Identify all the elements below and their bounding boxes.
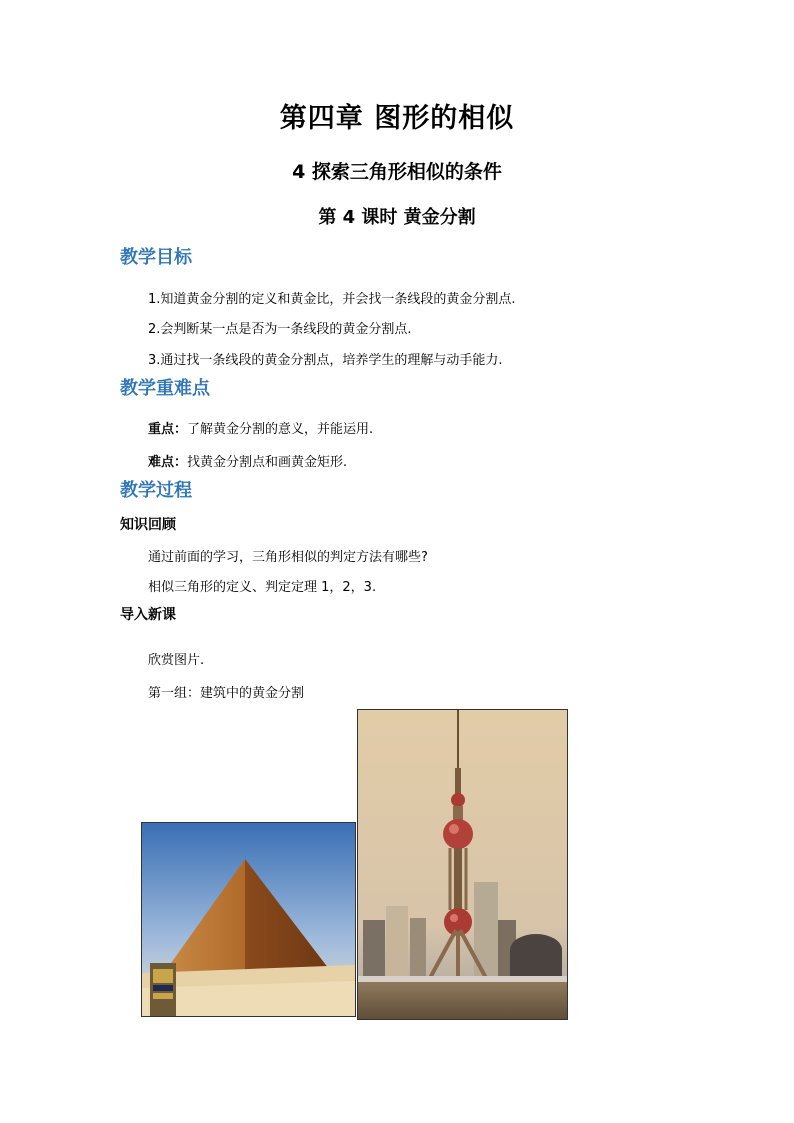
- key-points-heading: 教学重难点: [120, 378, 210, 399]
- objective-item-2: 2.会判断某一点是否为一条线段的黄金分割点.: [148, 322, 412, 337]
- key-point-label: 重点：: [148, 422, 188, 437]
- difficult-point-label: 难点：: [148, 455, 188, 470]
- objective-item-1: 1.知道黄金分割的定义和黄金比，并会找一条线段的黄金分割点.: [148, 292, 516, 307]
- tower-illustration: [358, 710, 567, 1019]
- chapter-title: 第四章 图形的相似: [279, 103, 515, 134]
- process-heading: 教学过程: [120, 480, 192, 501]
- difficult-point-text: 找黄金分割点和画黄金矩形.: [187, 455, 348, 470]
- review-line-2: 相似三角形的定义、判定定理 1，2，3.: [148, 580, 377, 595]
- review-line-1: 通过前面的学习，三角形相似的判定方法有哪些?: [148, 550, 428, 565]
- intro-line-2: 第一组：建筑中的黄金分割: [148, 686, 305, 701]
- key-point-line: [148, 418, 373, 437]
- intro-heading: 导入新课: [120, 607, 176, 623]
- lesson-title: 第 4 课时 黄金分割: [318, 207, 476, 228]
- objectives-heading: 教学目标: [120, 247, 192, 268]
- intro-line-1: 欣赏图片.: [148, 653, 205, 668]
- review-heading: 知识回顾: [120, 517, 176, 533]
- difficult-point-line: [148, 451, 347, 470]
- objective-item-3: 3.通过找一条线段的黄金分割点，培养学生的理解与动手能力.: [148, 353, 503, 368]
- pyramid-photo: [141, 822, 356, 1017]
- key-point-text: 了解黄金分割的意义，并能运用.: [187, 422, 374, 437]
- section-title: 4 探索三角形相似的条件: [292, 161, 502, 183]
- tower-photo: [357, 709, 568, 1020]
- pyramid-illustration: [142, 823, 355, 1016]
